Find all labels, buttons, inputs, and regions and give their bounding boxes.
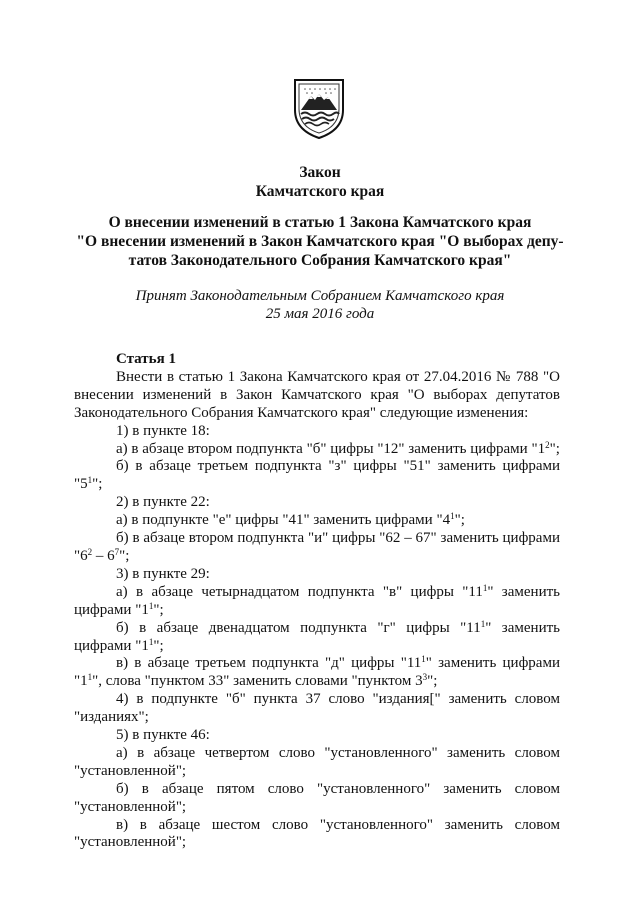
item-3b: б) в абзаце двенадцатом подпункта "г" цифры "$11^1$" заменить цифрами "$1^1$"; — [74, 618, 560, 654]
item-3a: а) в абзаце четырнадцатом подпункта "в" цифры "$11^1$" заменить цифрами "$1^1$"; — [74, 582, 560, 618]
adoption-note — [70, 287, 570, 323]
item-2b: б) в абзаце втором подпункта "и" цифры "62 – 67" заменить цифрами "$6^2 - 6^7$"; — [74, 530, 560, 564]
document-subject — [70, 213, 570, 270]
item-3: 3) в пункте 29: — [116, 565, 210, 582]
item-3c: в) в абзаце третьем подпункта "д" цифры "$11^1$" заменить цифрами "$1^1$", слова "пунктом 33" заменить словами "пунктом $3^3$"; — [74, 654, 560, 690]
item-5c: в) в абзаце шестом слово "установленного" заменить словом "установленной"; — [74, 816, 560, 851]
item-1: 1) в пункте 18: — [116, 422, 210, 439]
subject-line-2: "О внесении изменений в Закон Камчатского края "О выборах депу- — [76, 233, 564, 250]
item-5b: б) в абзаце пятом слово "установленного" заменить словом "установленной"; — [74, 780, 560, 815]
document-body — [74, 351, 560, 852]
article-heading: Статья 1 — [116, 351, 176, 367]
document-title — [0, 163, 640, 201]
adoption-line-1: Принят Законодательным Собранием Камчатского края — [135, 288, 505, 304]
coat-of-arms-icon — [291, 76, 347, 140]
subject-line-3: татов Законодательного Собрания Камчатского края" — [128, 252, 512, 269]
item-5a: а) в абзаце четвертом слово "установленного" заменить словом "установленной"; — [74, 744, 560, 779]
item-2: 2) в пункте 22: — [116, 494, 210, 511]
title-line-2: Камчатского края — [255, 183, 385, 200]
adoption-date: 25 мая 2016 года — [265, 306, 375, 322]
title-line-1: Закон — [299, 164, 341, 181]
item-1a: а) в абзаце втором подпункта "б" цифры "12" заменить цифрами "$1^2$"; — [116, 439, 560, 457]
item-1b: б) в абзаце третьем подпункта "з" цифры "51" заменить цифрами "$5^1$"; — [74, 458, 560, 493]
article-intro: Внести в статью 1 Закона Камчатского края от 27.04.2016 № 788 "О внесении изменений в Закон Камчатского края "О выборах депутатов Законодательного Собрания Камчатского края" следующие изменения: — [74, 368, 560, 421]
item-2a: а) в подпункте "е" цифры "41" заменить цифрами "$4^1$"; — [116, 511, 465, 529]
subject-line-1: О внесении изменений в статью 1 Закона Камчатского края — [108, 214, 532, 231]
item-4: 4) в подпункте "б" пункта 37 слово "издания[" заменить словом "изданиях"; — [74, 691, 560, 726]
item-5: 5) в пункте 46: — [116, 727, 210, 744]
